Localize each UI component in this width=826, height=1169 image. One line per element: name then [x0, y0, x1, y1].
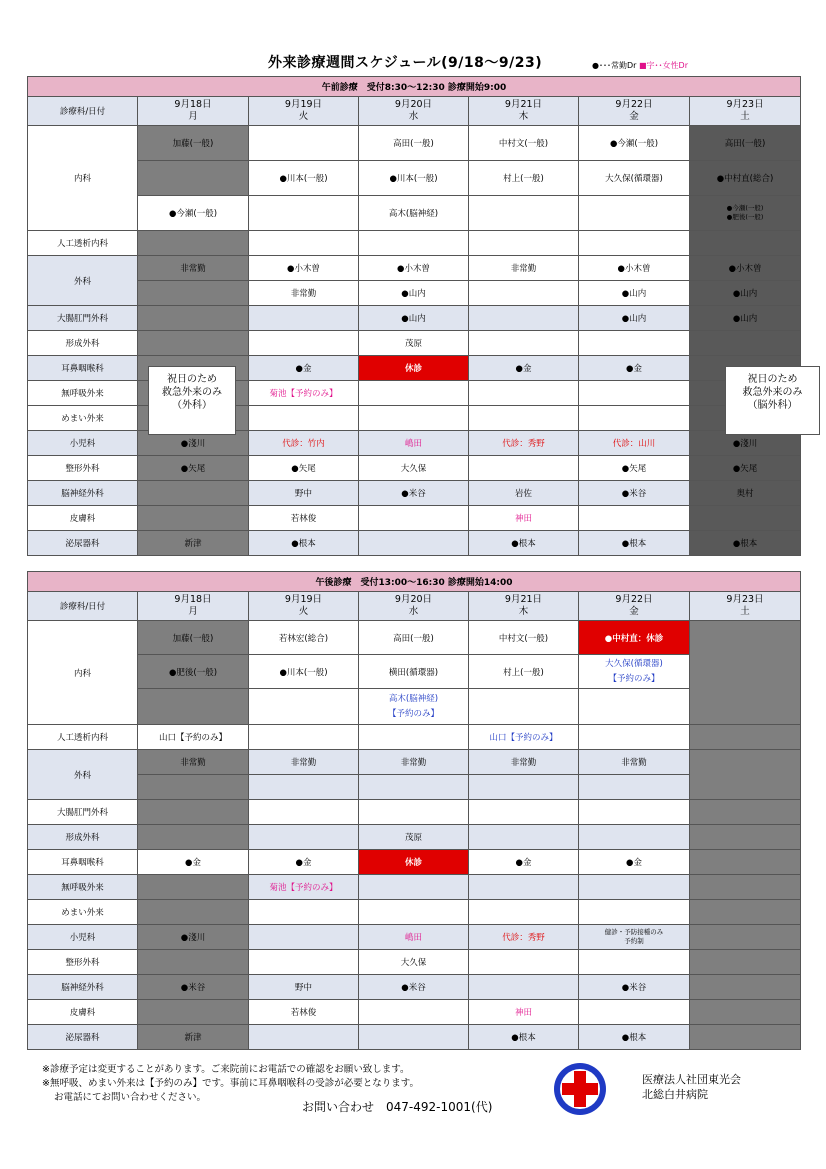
cell [249, 800, 359, 825]
am-header: 午前診療 受付8:30〜12:30 診療開始9:00 [28, 77, 801, 97]
cell: 中村文(一般) [469, 126, 579, 161]
cell [359, 900, 469, 925]
cell [690, 1000, 801, 1025]
cell: 野中 [249, 975, 359, 1000]
cell: ●米谷 [359, 481, 469, 506]
cell [469, 950, 579, 975]
cell: 大久保 [359, 950, 469, 975]
cell: ●矢尾 [690, 456, 801, 481]
cell: 若林俊 [249, 506, 359, 531]
cell: ●米谷 [579, 975, 690, 1000]
cell: 茂原 [359, 331, 469, 356]
dept-shouni: 小児科 [28, 925, 138, 950]
cell: 休診 [359, 850, 469, 875]
cell [579, 406, 690, 431]
cell [690, 231, 801, 256]
cell: 代診：竹内 [249, 431, 359, 456]
cell: ●金 [469, 850, 579, 875]
dept-geka: 外科 [28, 750, 138, 800]
cell: 加藤(一般) [138, 621, 249, 655]
cell: ●今瀬(一般) ●肥後(一般) [690, 196, 801, 231]
cell [469, 281, 579, 306]
cell [359, 800, 469, 825]
cell: ●金 [579, 356, 690, 381]
cell [249, 925, 359, 950]
cell: 非常勤 [469, 750, 579, 775]
cell: 高木(脳神経) [359, 196, 469, 231]
cell [138, 231, 249, 256]
cell: 横田(循環器) [359, 655, 469, 689]
dept-mukokyu: 無呼吸外来 [28, 875, 138, 900]
cell: 奥村 [690, 481, 801, 506]
cell [469, 456, 579, 481]
cell: 新津 [138, 1025, 249, 1050]
pm-schedule-table [27, 571, 801, 1050]
cell: ●山内 [359, 281, 469, 306]
am-schedule-table [27, 76, 801, 556]
dept-touseki: 人工透析内科 [28, 231, 138, 256]
cell: ●金 [249, 356, 359, 381]
hospital-name: 医療法人社団東光会 北総白井病院 [642, 1073, 741, 1101]
cell: 菊池【予約のみ】 [249, 381, 359, 406]
cell [138, 825, 249, 850]
cell [579, 231, 690, 256]
cell: ●小木曽 [249, 256, 359, 281]
dept-keisei: 形成外科 [28, 331, 138, 356]
dept-noushinkei: 脳神経外科 [28, 481, 138, 506]
day-thu: 9月21日 木 [469, 592, 579, 621]
cell: ●根本 [469, 1025, 579, 1050]
legend-female: ■字･･女性Dr [638, 61, 688, 70]
dept-jibi: 耳鼻咽喉科 [28, 850, 138, 875]
cell: ●矢尾 [138, 456, 249, 481]
cell: 大久保(循環器) [579, 161, 690, 196]
cell [690, 875, 801, 900]
cell: 休診 [359, 356, 469, 381]
day-thu: 9月21日 木 [469, 97, 579, 126]
cell: ●山内 [690, 281, 801, 306]
cell [690, 621, 801, 725]
cell: 新津 [138, 531, 249, 556]
holiday-note-sat: 祝日のため 救急外来のみ （脳外科） [725, 366, 820, 435]
cell: ●中村直：休診 [579, 621, 690, 655]
cell [138, 900, 249, 925]
cell [579, 825, 690, 850]
cell: 山口【予約のみ】 [469, 725, 579, 750]
cell: ●川本(一般) [359, 161, 469, 196]
cell [249, 126, 359, 161]
cell: 山口【予約のみ】 [138, 725, 249, 750]
cell [469, 775, 579, 800]
pm-header: 午後診療 受付13:00〜16:30 診療開始14:00 [28, 572, 801, 592]
cell [138, 281, 249, 306]
cell [138, 481, 249, 506]
cell: 岩佐 [469, 481, 579, 506]
cell [690, 825, 801, 850]
dept-seikei: 整形外科 [28, 950, 138, 975]
holiday-note-mon: 祝日のため 救急外来のみ （外科） [148, 366, 236, 435]
cell [469, 406, 579, 431]
cell [138, 1000, 249, 1025]
cell: ●山内 [690, 306, 801, 331]
cell [359, 1025, 469, 1050]
cell: 代診：山川 [579, 431, 690, 456]
cell: 中村文(一般) [469, 621, 579, 655]
page-title: 外来診療週間スケジュール(9/18〜9/23) [268, 55, 543, 71]
cell [249, 306, 359, 331]
cell: ●根本 [690, 531, 801, 556]
cell: ●川本(一般) [249, 655, 359, 689]
cell [469, 900, 579, 925]
header-label: 診療科/日付 [28, 592, 138, 621]
cell [249, 900, 359, 925]
cell [690, 925, 801, 950]
day-sat: 9月23日 土 [690, 97, 801, 126]
cell: ●米谷 [579, 481, 690, 506]
cell: 茂原 [359, 825, 469, 850]
cell: 村上(一般) [469, 161, 579, 196]
cell [579, 875, 690, 900]
dept-naika: 内科 [28, 126, 138, 231]
cell [249, 196, 359, 231]
dept-geka: 外科 [28, 256, 138, 306]
cell [469, 196, 579, 231]
cell [579, 689, 690, 725]
cell [469, 800, 579, 825]
cell [359, 531, 469, 556]
cell: 野中 [249, 481, 359, 506]
dept-memai: めまい外来 [28, 406, 138, 431]
cell: 健診・予防接種のみ 予約制 [579, 925, 690, 950]
day-wed: 9月20日 水 [359, 97, 469, 126]
cell: 高田(一般) [690, 126, 801, 161]
cell: ●金 [138, 850, 249, 875]
cell [579, 950, 690, 975]
dept-hinyouki: 泌尿器科 [28, 531, 138, 556]
day-wed: 9月20日 水 [359, 592, 469, 621]
cell: 代診：秀野 [469, 431, 579, 456]
cell: 嶋田 [359, 431, 469, 456]
cell: 嶋田 [359, 925, 469, 950]
dept-touseki: 人工透析内科 [28, 725, 138, 750]
cell [249, 231, 359, 256]
dept-jibi: 耳鼻咽喉科 [28, 356, 138, 381]
footer-line2: ※無呼吸、めまい外来は【予約のみ】です。事前に耳鼻咽喉科の受診が必要となります。 [42, 1078, 419, 1089]
cell [138, 800, 249, 825]
cell: 加藤(一般) [138, 126, 249, 161]
dept-hinyouki: 泌尿器科 [28, 1025, 138, 1050]
cell: ●今瀬(一般) [579, 126, 690, 161]
cell: ●中村直(総合) [690, 161, 801, 196]
cell [579, 775, 690, 800]
dept-mukokyu: 無呼吸外来 [28, 381, 138, 406]
cell: ●矢尾 [249, 456, 359, 481]
cell [138, 689, 249, 725]
cell [690, 950, 801, 975]
cell: 非常勤 [469, 256, 579, 281]
cell [690, 850, 801, 875]
day-tue: 9月19日 火 [249, 97, 359, 126]
cell: 神田 [469, 1000, 579, 1025]
cell [690, 975, 801, 1000]
dept-hifu: 皮膚科 [28, 506, 138, 531]
cell: ●淺川 [690, 431, 801, 456]
cell [138, 306, 249, 331]
cell: 高田(一般) [359, 126, 469, 161]
dept-noushinkei: 脳神経外科 [28, 975, 138, 1000]
cell [359, 406, 469, 431]
legend-regular: ●･･･常勤Dr [592, 61, 637, 70]
dept-daichou: 大腸肛門外科 [28, 800, 138, 825]
cell [579, 196, 690, 231]
cell [359, 875, 469, 900]
cell: ●根本 [579, 1025, 690, 1050]
cell [469, 975, 579, 1000]
legend [592, 60, 688, 71]
cell [579, 800, 690, 825]
dept-daichou: 大腸肛門外科 [28, 306, 138, 331]
cell [138, 161, 249, 196]
cell: 高田(一般) [359, 621, 469, 655]
dept-naika: 内科 [28, 621, 138, 725]
cell [469, 331, 579, 356]
cell: ●米谷 [138, 975, 249, 1000]
cell [690, 750, 801, 800]
header-label: 診療科/日付 [28, 97, 138, 126]
cell [249, 825, 359, 850]
day-tue: 9月19日 火 [249, 592, 359, 621]
cell: 非常勤 [249, 750, 359, 775]
cell: ●川本(一般) [249, 161, 359, 196]
cell [579, 506, 690, 531]
cell [359, 506, 469, 531]
cell: 非常勤 [138, 750, 249, 775]
footer-line3: お電話にてお問い合わせください。 [54, 1092, 207, 1103]
dept-seikei: 整形外科 [28, 456, 138, 481]
cell [138, 331, 249, 356]
cell: 高木(脳神経) 【予約のみ】 [359, 689, 469, 725]
cell [359, 725, 469, 750]
cell: ●米谷 [359, 975, 469, 1000]
dept-keisei: 形成外科 [28, 825, 138, 850]
cell: 大久保 [359, 456, 469, 481]
cell: 菊池【予約のみ】 [249, 875, 359, 900]
cell [469, 689, 579, 725]
cell: ●山内 [579, 306, 690, 331]
cell [469, 825, 579, 850]
cell: 非常勤 [249, 281, 359, 306]
cell: ●山内 [579, 281, 690, 306]
cell [579, 331, 690, 356]
cell [579, 900, 690, 925]
cell [469, 875, 579, 900]
footer-line1: ※診療予定は変更することがあります。ご来院前にお電話での確認をお願い致します。 [42, 1064, 410, 1075]
hospital-cross-logo-icon [552, 1061, 608, 1117]
cell: 若林宏(総合) [249, 621, 359, 655]
cell [359, 775, 469, 800]
cell [249, 950, 359, 975]
cell [469, 231, 579, 256]
cell: ●小木曽 [690, 256, 801, 281]
dept-memai: めまい外来 [28, 900, 138, 925]
cell [249, 331, 359, 356]
cell [690, 1025, 801, 1050]
cell [249, 775, 359, 800]
cell: 若林俊 [249, 1000, 359, 1025]
cell [359, 231, 469, 256]
cell: ●小木曽 [579, 256, 690, 281]
cell [690, 725, 801, 750]
cell: ●根本 [469, 531, 579, 556]
dept-shouni: 小児科 [28, 431, 138, 456]
day-fri: 9月22日 金 [579, 592, 690, 621]
contact-phone: お問い合わせ 047-492-1001(代) [302, 1100, 493, 1114]
day-fri: 9月22日 金 [579, 97, 690, 126]
cell: 村上(一般) [469, 655, 579, 689]
cell [690, 800, 801, 825]
cell: ●金 [579, 850, 690, 875]
dept-hifu: 皮膚科 [28, 1000, 138, 1025]
cell [138, 506, 249, 531]
cell [138, 775, 249, 800]
cell [579, 725, 690, 750]
cell: ●根本 [579, 531, 690, 556]
cell: 神田 [469, 506, 579, 531]
cell [469, 381, 579, 406]
cell: 代診：秀野 [469, 925, 579, 950]
cell: ●金 [249, 850, 359, 875]
cell: 非常勤 [359, 750, 469, 775]
cell [249, 689, 359, 725]
cell: ●淺川 [138, 431, 249, 456]
cell [249, 1025, 359, 1050]
cell: ●肥後(一般) [138, 655, 249, 689]
cell: ●今瀬(一般) [138, 196, 249, 231]
cell: 大久保(循環器) 【予約のみ】 [579, 655, 690, 689]
cell [249, 406, 359, 431]
cell [579, 381, 690, 406]
cell [138, 875, 249, 900]
day-sat: 9月23日 土 [690, 592, 801, 621]
cell [138, 950, 249, 975]
cell [690, 331, 801, 356]
cell [359, 1000, 469, 1025]
cell [359, 381, 469, 406]
cell [690, 506, 801, 531]
cell: ●矢尾 [579, 456, 690, 481]
cell: 非常勤 [138, 256, 249, 281]
cell: ●山内 [359, 306, 469, 331]
day-mon: 9月18日 月 [138, 592, 249, 621]
cell: ●淺川 [138, 925, 249, 950]
cell: ●金 [469, 356, 579, 381]
cell: 非常勤 [579, 750, 690, 775]
cell [690, 900, 801, 925]
day-mon: 9月18日 月 [138, 97, 249, 126]
cell [469, 306, 579, 331]
cell: ●小木曽 [359, 256, 469, 281]
cell [579, 1000, 690, 1025]
cell: ●根本 [249, 531, 359, 556]
cell [249, 725, 359, 750]
